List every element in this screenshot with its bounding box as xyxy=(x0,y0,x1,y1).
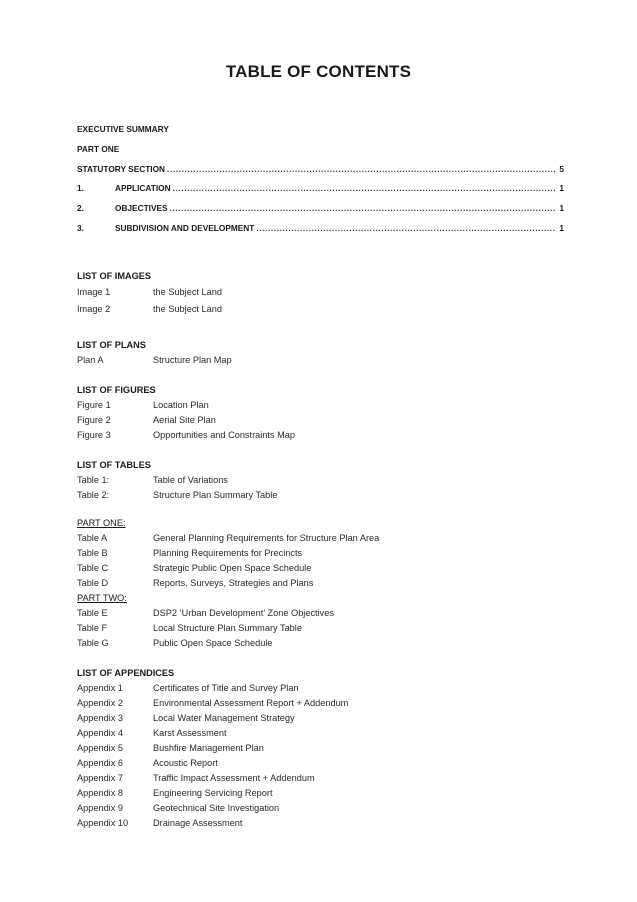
item-key: Table B xyxy=(77,548,108,558)
item-key: Table 1: xyxy=(77,475,110,485)
item-key: Table F xyxy=(77,623,108,633)
list-item xyxy=(77,696,577,711)
toc-entry-label: EXECUTIVE SUMMARY xyxy=(77,124,169,134)
toc-page-number: 1 xyxy=(559,183,564,194)
list-item xyxy=(77,606,577,621)
item-value: Local Structure Plan Summary Table xyxy=(153,623,302,633)
item-value: Traffic Impact Assessment + Addendum xyxy=(153,773,315,783)
item-key: Table C xyxy=(77,563,109,573)
toc-page-number: 1 xyxy=(559,222,564,233)
list-item xyxy=(77,398,577,413)
list-of-tables xyxy=(77,458,577,651)
item-value: Structure Plan Summary Table xyxy=(153,490,278,500)
section-heading: LIST OF FIGURES xyxy=(77,385,156,395)
section-heading: LIST OF APPENDICES xyxy=(77,668,175,678)
item-key: Appendix 7 xyxy=(77,773,123,783)
item-key: Figure 2 xyxy=(77,415,111,425)
item-key: Table 2: xyxy=(77,490,110,500)
list-item xyxy=(77,473,577,488)
item-key: Appendix 8 xyxy=(77,788,123,798)
item-key: Appendix 3 xyxy=(77,713,123,723)
list-item xyxy=(77,428,577,443)
list-item xyxy=(77,801,577,816)
list-item xyxy=(77,576,577,591)
item-value: Certificates of Title and Survey Plan xyxy=(153,683,299,693)
list-item xyxy=(77,741,577,756)
part-two-subheading: PART TWO: xyxy=(77,593,127,603)
item-key: Table G xyxy=(77,638,109,648)
toc-entry-executive-summary xyxy=(77,124,564,144)
toc-leader-dots xyxy=(167,164,556,174)
item-value: DSP2 ‘Urban Development’ Zone Objectives xyxy=(153,608,334,618)
item-value: Reports, Surveys, Strategies and Plans xyxy=(153,578,314,588)
list-item xyxy=(77,726,577,741)
section-heading: LIST OF IMAGES xyxy=(77,271,152,281)
toc-entry-number: 1. xyxy=(77,183,84,194)
toc-entry-label: OBJECTIVES xyxy=(115,203,168,214)
item-key: Figure 3 xyxy=(77,430,111,440)
item-value: Geotechnical Site Investigation xyxy=(153,803,280,813)
item-key: Table E xyxy=(77,608,108,618)
item-value: Strategic Public Open Space Schedule xyxy=(153,563,312,573)
toc-entry-number: 2. xyxy=(77,203,84,214)
list-item xyxy=(77,413,577,428)
list-item xyxy=(77,284,577,301)
toc-entry-objectives[interactable] xyxy=(77,203,564,223)
list-item xyxy=(77,681,577,696)
toc-leader-dots xyxy=(256,223,556,233)
list-item xyxy=(77,756,577,771)
toc-page-number: 1 xyxy=(559,203,564,214)
toc-page-number: 5 xyxy=(559,163,564,174)
item-key: Appendix 9 xyxy=(77,803,123,813)
list-item xyxy=(77,621,577,636)
item-value: Local Water Management Strategy xyxy=(153,713,295,723)
list-of-figures xyxy=(77,383,577,443)
item-value: Aerial Site Plan xyxy=(153,415,216,425)
list-item xyxy=(77,531,577,546)
item-value: Karst Assessment xyxy=(153,728,227,738)
item-value: Table of Variations xyxy=(153,475,228,485)
item-value: Planning Requirements for Precincts xyxy=(153,548,303,558)
list-item xyxy=(77,711,577,726)
list-item xyxy=(77,353,577,368)
toc-entry-label: APPLICATION xyxy=(115,183,171,194)
list-item xyxy=(77,636,577,651)
toc-entry-statutory-section[interactable] xyxy=(77,164,564,184)
list-item xyxy=(77,546,577,561)
list-item xyxy=(77,488,577,503)
item-key: Image 1 xyxy=(77,287,111,297)
item-value: Drainage Assessment xyxy=(153,818,243,828)
item-value: Environmental Assessment Report + Addendum xyxy=(153,698,349,708)
item-key: Appendix 5 xyxy=(77,743,123,753)
item-key: Appendix 2 xyxy=(77,698,123,708)
item-value: Opportunities and Constraints Map xyxy=(153,430,295,440)
section-heading: LIST OF PLANS xyxy=(77,340,146,350)
item-value: Acoustic Report xyxy=(153,758,218,768)
part-one-subheading: PART ONE: xyxy=(77,518,126,528)
item-value: Location Plan xyxy=(153,400,209,410)
item-value: Bushfire Management Plan xyxy=(153,743,264,753)
toc-entry-part-one xyxy=(77,144,564,164)
item-key: Table A xyxy=(77,533,108,543)
item-key: Plan A xyxy=(77,355,104,365)
item-key: Figure 1 xyxy=(77,400,111,410)
toc-entry-label: PART ONE xyxy=(77,143,120,154)
list-item xyxy=(77,301,577,318)
item-value: Structure Plan Map xyxy=(153,355,232,365)
item-value: Engineering Servicing Report xyxy=(153,788,273,798)
page-title: TABLE OF CONTENTS xyxy=(225,62,412,81)
toc-leader-dots xyxy=(173,183,556,193)
toc-entry-subdivision-and-development[interactable] xyxy=(77,223,564,243)
item-value: Public Open Space Schedule xyxy=(153,638,273,648)
list-of-appendices xyxy=(77,666,577,831)
item-key: Image 2 xyxy=(77,304,111,314)
list-of-images xyxy=(77,269,577,318)
toc-entry-label: SUBDIVISION AND DEVELOPMENT xyxy=(115,222,255,233)
list-item xyxy=(77,561,577,576)
item-value: the Subject Land xyxy=(153,304,222,314)
section-heading: LIST OF TABLES xyxy=(77,460,151,470)
toc-leader-dots xyxy=(170,203,556,213)
item-value: the Subject Land xyxy=(153,287,222,297)
item-key: Appendix 10 xyxy=(77,818,129,828)
toc-entry-number: 3. xyxy=(77,222,84,233)
list-item xyxy=(77,786,577,801)
list-item xyxy=(77,771,577,786)
item-key: Appendix 4 xyxy=(77,728,123,738)
item-key: Appendix 1 xyxy=(77,683,123,693)
item-value: General Planning Requirements for Structure Plan Area xyxy=(153,533,380,543)
item-key: Table D xyxy=(77,578,109,588)
toc-entry-label: STATUTORY SECTION xyxy=(77,163,166,174)
item-key: Appendix 6 xyxy=(77,758,123,768)
table-of-contents xyxy=(77,124,564,243)
toc-entry-application[interactable] xyxy=(77,183,564,203)
list-of-plans xyxy=(77,338,577,368)
list-item xyxy=(77,816,577,831)
